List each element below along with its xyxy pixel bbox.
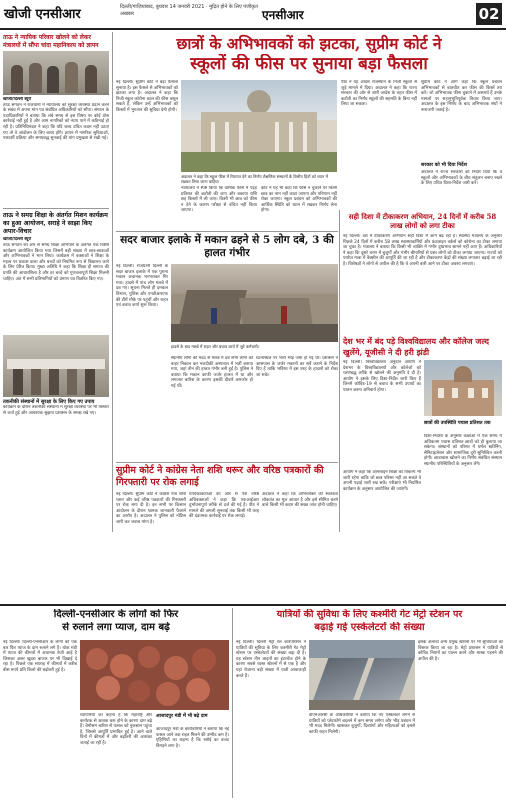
- metro-body-1: नई दिल्ली। दिल्ली मेट्रो रेल कॉरपोरेशन ने यात्रियों की सुविधा के लिए कश्मीरी गेट मेट्रो स्टेशन पर एस्केलेटरों की संख्या बढ़ा दी है। यह स्टेशन तीन लाइनों का इंटरचेंज होने के कारण सबसे व्यस्त स्टेशनों में से एक है और यहां रोजाना बड़ी संख्या में यात्री आवाजाही करते हैं।: [236, 640, 306, 679]
- sc-story-headline: सुप्रीम कोर्ट ने कांग्रेस नेता शशि थरूर और वरिष्ठ पत्रकारों की गिरफ्तारी पर रोक लगाई: [116, 465, 324, 488]
- lead-body-3: कोर्ट ने यह भी कहा कि फीस न चुकाने पर किसी छात्र का नाम नहीं काटा जाएगा और परिणाम नहीं रोका जाएगा। स्कूल प्रबंधन को अभिभावकों की आर्थिक स्थिति को ध्यान में रखकर निर्णय लेना होगा।: [261, 186, 337, 214]
- left-story-2-body: ताऊ संगठन की ओर से समग्र शिक्षा अभियान के अंतर्गत एक विशेष कार्यक्रम आयोजित किया गया जिसमें बड़ी संख्या में छात्र-छात्राओं और अभिभावकों ने भाग लिया। कार्यक्रम में वक्ताओं ने शिक्षा के महत्व पर प्रकाश डाला और बच्चों को नियमित रूप से विद्यालय जाने के लिए प्रेरित किया। मुख्य अतिथि ने कहा कि शिक्षा ही समाज की प्रगति की आधारशिला है और हर बच्चे को गुणवत्तापूर्ण शिक्षा मिलनी चाहिए। अंत में सभी प्रतिभागियों को प्रमाण पत्र वितरित किए गए।: [3, 242, 109, 282]
- left-story-1-headline: ताऊ ने न्यायिक परिवार खोलने को लेकर मंत्रालयों में सौंपा चांदा महानिकाय को ज्ञापन: [3, 34, 99, 49]
- lead-headline-line-1: छात्रों के अभिभावकों को झटका, सुप्रीम कोर्ट ने: [176, 34, 442, 53]
- vaccination-headline: सही दिशा में टीकाकरण अभियान, 24 दिनों में करीब 58 लाख लोगों को लगा टीका: [348, 212, 497, 230]
- university-body-2: दिशा-निर्देशों के अनुसार कक्षाओं में एक समय में अधिकतम पचास प्रतिशत छात्रों को ही बुलाया जा सकेगा। संस्थानों को परिसर में थर्मल स्क्रीनिंग, सैनिटाइजेशन और सामाजिक दूरी सुनिश्चित करनी होगी। छात्रावास खोलने का निर्णय संबंधित संस्थान स्थानीय परिस्थितियों के अनुसार लेंगे।: [424, 434, 502, 467]
- delhi-story-headline: सदर बाजार इलाके में मकान ढहने से 5 लोग दबे, 3 की हालत गंभीर: [120, 234, 334, 259]
- left-story-1-body: ताऊ संगठन ने राजधानी में न्यायालय को सुरक्षा व्यवस्था प्रदान करने के संबंध में अपना मांग पत्र संबंधित अधिकारियों को सौंपा। संगठन के पदाधिकारियों ने बताया कि लंबे समय से इस विषय पर कोई ठोस कार्रवाई नहीं हुई है और आम नागरिकों को न्याय पाने में कठिनाई हो रही है। प्रतिनिधिमंडल ने कहा कि यदि जल्द उचित कदम नहीं उठाए गए तो वे आंदोलन के लिए बाध्य होंगे। ज्ञापन में नागरिक सुविधाओं, पारदर्शी प्रक्रिया और समयबद्ध सुनवाई की मांग प्रमुखता से रखी गई।: [3, 102, 109, 142]
- metro-station-photo: [309, 640, 415, 710]
- onion-body-1: नई दिल्ली। दिल्ली-एनसीआर के लोगों को एक बार फिर प्याज के दाम रुलाने लगे हैं। थोक मंडी में प्याज की कीमतों में अचानक तेजी आई है जिसका असर खुदरा बाजार पर भी दिखाई दे रहा है। पिछले एक सप्ताह में कीमतों में करीब बीस रुपये प्रति किलो की बढ़ोतरी हुई है।: [3, 640, 77, 673]
- lead-body-1: नई दिल्ली। सुप्रीम कोर्ट ने बड़ा फैसला सुनाया है। इस फैसले से अभिभावकों को झटका लगा है। अदालत ने कहा कि निजी स्कूल कोरोना काल की फीस वसूल सकते हैं, लेकिन उन्हें अभिभावकों को किस्तों में भुगतान की सुविधा देनी होगी।: [116, 80, 178, 113]
- metro-headline-line-2: बढ़ाई गई एस्केलेटरों की संख्या: [314, 622, 425, 633]
- onion-body-3: आजादपुर मंडी के कारोबारियों ने बताया कि नई फसल आने तक राहत मिलने की उम्मीद कम है। गृहिणियों का कहना है कि रसोई का बजट बिगड़ने लगा है।: [156, 727, 229, 749]
- university-body-1: नई दिल्ली। विश्वविद्यालय अनुदान आयोग ने देशभर के विश्वविद्यालयों और कॉलेजों को चरणबद्ध तरीके से खोलने की अनुमति दे दी है। आयोग ने इसके लिए दिशा-निर्देश जारी किए हैं जिनमें कोविड-19 से बचाव के सभी उपायों का पालन करना अनिवार्य होगा।: [343, 360, 421, 393]
- delhi-story-body-2: स्थानीय लोगों की मदद से मलबे में दबे सभी लोगों को बाहर निकाल कर नजदीकी अस्पताल में भर्ती कराया गया, जहां तीन की हालत गंभीर बनी हुई है। पुलिस ने बताया कि मकान काफी जर्जर हालत में था और लगातार बारिश के कारण इसकी दीवारें कमजोर हो गई थीं।: [171, 356, 253, 389]
- section-rule: [116, 231, 338, 232]
- left-story-2-body-2: कार्यक्रम के दौरान तकनीकी संस्थानों में सुरक्षा व्यवस्था पर भी विस्तार से चर्चा हुई और आवश्यक सुझाव प्रशासन के समक्ष रखे गए।: [3, 405, 109, 416]
- left-story-2-photo: [3, 335, 109, 397]
- university-photo: [424, 360, 502, 416]
- section-title: एनसीआर: [262, 8, 304, 22]
- column-rule: [232, 608, 233, 798]
- left-story-2-headline: ताऊ ने समग्र शिक्षा के अंतर्गत मिशन कार्यक्रम का हुआ आयोजन, सराहे ने साझा किए अपार-विचार: [3, 212, 108, 235]
- metro-headline-line-1: यात्रियों की सुविधा के लिए कश्मीरी गेट मेट्रो स्टेशन पर: [276, 609, 463, 620]
- section-rule: [3, 208, 109, 209]
- collapsed-building-photo: [171, 264, 338, 342]
- onion-headline-line-1: दिल्ली-एनसीआर के लोगों को फिर: [53, 609, 179, 620]
- column-rule: [339, 210, 340, 532]
- sc-story-body-2: याचिकाकर्ताओं की ओर से पेश वरिष्ठ अधिवक्ताओं ने कहा कि एफआईआर दुर्भावनापूर्ण तरीके से दर्ज की गई है। पीठ ने मामले की अगली सुनवाई तक किसी भी तरह की दंडात्मक कार्रवाई पर रोक लगाई।: [189, 492, 259, 520]
- right-top-body-2: अदालत ने राज्य सरकारों को निर्देश दिया कि वे स्कूलों और अभिभावकों के बीच संतुलन बनाए रखने के लिए उचित दिशा-निर्देश जारी करें।: [421, 170, 502, 187]
- newspaper-name: खोजी एनसीआर: [4, 7, 81, 22]
- right-top-body: सुप्रीम कोर्ट ने आगे कहा कि स्कूल प्रबंधन अभिभावकों से बातचीत कर फीस की किस्तें तय करें। जो अभिभावक फीस चुकाने में असमर्थ हैं उनके मामलों पर सहानुभूतिपूर्वक विचार किया जाए। अदालत के इस निर्णय के बाद अभिभावक संघों ने नाराजगी जताई है।: [421, 80, 502, 113]
- left-story-2-dateline: खोजी/दिल्ली ब्यूरो: [3, 237, 32, 243]
- date-line: दिल्ली/गाज़ियाबाद, बुधवार 14 जनवरी 2021 · मुद्रित होने के लिए पंजीकृत अखबार: [120, 4, 258, 17]
- section-rule: [116, 462, 338, 463]
- left-story-2-subhead: तकनीकी संस्थानों में सुरक्षा के लिए किए गए उपाय: [3, 398, 95, 405]
- sc-story-body-1: नई दिल्ली। सुप्रीम कोर्ट ने कांग्रेस नेता शशि थरूर और कई वरिष्ठ पत्रकारों की गिरफ्तारी पर रोक लगा दी है। इन सभी पर किसान आंदोलन के दौरान भ्रामक जानकारी फैलाने का आरोप है। अदालत ने पुलिस को नोटिस जारी कर जवाब मांगा है।: [116, 492, 186, 525]
- supreme-court-photo: [181, 80, 337, 172]
- left-story-1-dateline: खोजी/दिल्ली ब्यूरो: [3, 97, 32, 102]
- column-rule: [112, 32, 113, 532]
- left-story-1-photo: [3, 51, 109, 95]
- vaccination-body: नई दिल्ली। देश में टीकाकरण अभियान सही दिशा में आगे बढ़ रहा है। स्वास्थ्य मंत्रालय के अनुसार पिछले 24 दिनों में करीब 58 लाख स्वास्थ्यकर्मियों और फ्रंटलाइन वर्कर्स को कोरोना का टीका लगाया जा चुका है। मंत्रालय ने बताया कि किसी भी व्यक्ति में गंभीर दुष्प्रभाव सामने नहीं आए हैं। अधिकारियों ने कहा कि दूसरे चरण में बुजुर्गों और गंभीर बीमारियों से ग्रस्त लोगों को टीका लगाया जाएगा। राज्यों को पर्याप्त मात्रा में वैक्सीन की आपूर्ति की जा रही है और टीकाकरण केंद्रों की संख्या लगातार बढ़ाई जा रही है। विशेषज्ञों ने लोगों से अपील की है कि वे अपनी बारी आने पर टीका अवश्य लगवाएं।: [343, 234, 502, 267]
- delhi-story-body-1: नई दिल्ली। राजधानी दिल्ली के सदर बाजार इलाके में एक पुराना मकान अचानक भरभराकर गिर गया। हादसे में पांच लोग मलबे में दब गए। सूचना मिलते ही दमकल विभाग, पुलिस और एनडीआरएफ की टीमें मौके पर पहुंचीं और राहत एवं बचाव कार्य शुरू किया।: [116, 264, 168, 309]
- metro-body-2: डीएमआरसी के अधिकारियों ने बताया कि नए एस्केलेटर लगने से यात्रियों को प्लेटफॉर्म बदलने में कम समय लगेगा और भीड़ प्रबंधन में भी मदद मिलेगी। खासकर बुजुर्गों, दिव्यांगों और महिलाओं को इससे काफी राहत मिलेगी।: [309, 713, 415, 735]
- left-story-1: [3, 34, 109, 213]
- onion-headline-line-2: से रुलाने लगा प्याज, दाम बढ़े: [62, 622, 170, 633]
- section-rule: [0, 604, 506, 606]
- metro-body-3: इसके अलावा अन्य प्रमुख स्टेशनों पर भी सुविधाओं का विस्तार किया जा रहा है। मेट्रो प्रशासन ने यात्रियों से कोविड नियमों का पालन करने और मास्क पहनने की अपील की है।: [418, 640, 503, 662]
- onion-subhead: आजादपुर मंडी में भी बढ़े दाम: [156, 713, 208, 719]
- university-subhead: छात्रों की उपस्थिति पचास प्रतिशत तक: [424, 420, 491, 426]
- left-story-2: [3, 212, 109, 435]
- lead-body-2: न्यायालय ने स्पष्ट किया कि वार्षिक फीस में पंद्रह प्रतिशत की कटौती की जाए और बकाया राशि छह किस्तों में ली जाए। किसी भी छात्र को फीस न देने के कारण परीक्षा से वंचित नहीं किया जाएगा।: [181, 186, 257, 214]
- right-top-subhead: सरकार को भी दिया निर्देश: [421, 162, 467, 168]
- delhi-story-body-3: घटनास्थल पर भारी भीड़ जमा हो गई थी। प्रशासन ने आसपास के जर्जर मकानों का सर्वे कराने के निर्देश दिए हैं ताकि भविष्य में इस तरह के हादसों को रोका जा सके।: [256, 356, 338, 378]
- university-headline: देश भर में बंद पड़े विश्वविद्यालय और कॉलेज जल्द खुलेंगे, यूजीसी ने दी हरी झंडी: [343, 336, 490, 357]
- collapsed-building-caption: हादसे के बाद मलबे में राहत और बचाव कार्य में जुटे कर्मचारी।: [171, 344, 260, 349]
- supreme-court-photo-caption: अदालत ने कहा कि स्कूल फीस में रियायत देने का निर्णय शैक्षणिक संस्थानों के वित्तीय हितों को ध्यान में रखकर लिया जाना चाहिए।: [181, 174, 328, 184]
- lead-body-4: पीठ ने यह आदेश राजस्थान के निजी स्कूलों से जुड़े मामले में दिया। अदालत ने कहा कि राज्य सरकार की ओर से जारी आदेश के तहत फीस में कटौती का निर्णय स्कूलों की सहमति के बिना नहीं लिया जा सकता।: [341, 80, 417, 108]
- page-number: 02: [476, 3, 502, 25]
- university-body-3: आयोग ने कहा कि ऑनलाइन शिक्षा का विकल्प भी जारी रहेगा ताकि जो छात्र परिसर नहीं आ सकते वे अपनी पढ़ाई जारी रख सकें। परीक्षाएं भी निर्धारित कार्यक्रम के अनुसार आयोजित की जाएंगी।: [343, 470, 421, 492]
- onion-photo: [80, 640, 229, 710]
- onion-body-2: व्यापारियों का कहना है कि महाराष्ट्र और कर्नाटक से आवक कम होने के कारण दाम बढ़े हैं। बेमौसम बारिश से फसल को नुकसान पहुंचा है, जिससे आपूर्ति प्रभावित हुई है। आने वाले दिनों में कीमतों में और बढ़ोतरी की आशंका जताई जा रही है।: [80, 713, 152, 746]
- lead-headline-line-2: स्कूलों की फीस पर सुनाया बड़ा फैसला: [190, 54, 428, 74]
- sc-story-body-3: अदालत ने कहा कि अभिव्यक्ति की स्वतंत्रता लोकतंत्र का मूल आधार है और इसे सीमित करने वाले किसी भी कदम की सख्त जांच होनी चाहिए।: [262, 492, 338, 509]
- masthead: [0, 0, 506, 30]
